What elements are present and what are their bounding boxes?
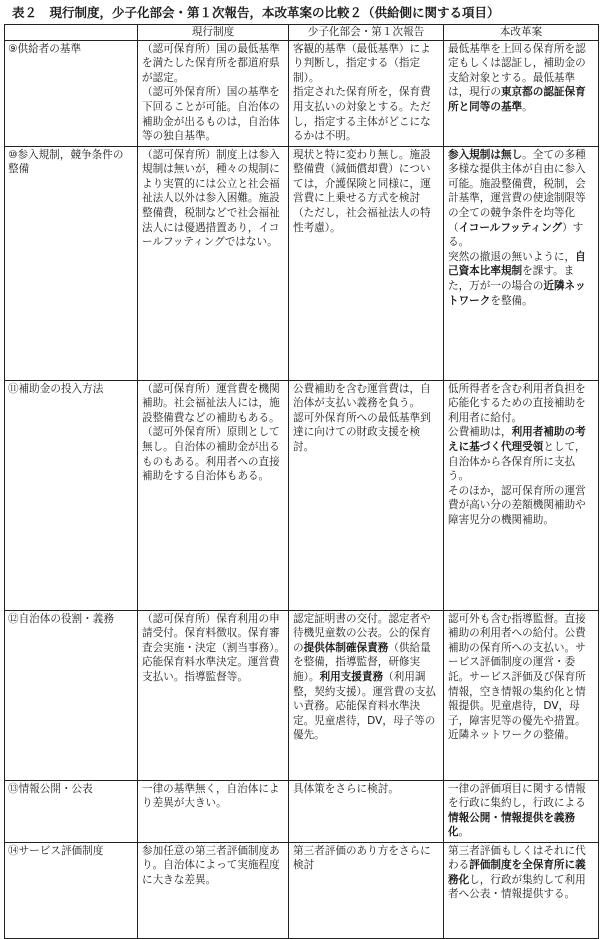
header-item: [5, 25, 138, 41]
cell-subcommittee: [289, 610, 444, 780]
cell-reform: [444, 40, 599, 146]
emphasis-text: 情報公開・情報提供を義務化: [448, 811, 576, 839]
cell-reform: [444, 380, 599, 610]
cell-current: [138, 780, 289, 842]
cell-subcommittee: [289, 380, 444, 610]
emphasis-text: 提供体制確保責務: [303, 641, 389, 654]
cell-current: [138, 40, 289, 146]
plain-text: 。: [522, 100, 533, 113]
plain-text: ）する。: [448, 221, 584, 249]
table-row: [5, 380, 599, 610]
cell-current: [138, 146, 289, 380]
emphasis-text: 利用者補助の考えに基づく代理受領: [448, 426, 586, 453]
plain-text: 低所得者を含む利用者負担を応能化するための直接補助を利用者に給付。: [448, 382, 586, 424]
header-subcommittee-report: 少子化部会・第１次報告: [289, 25, 444, 41]
row-item-label: ⑬情報公開・公表: [5, 780, 138, 842]
plain-text: 最低基準を上回る保育所を認定もしくは認証し，補助金の支給対象とする。最低基準は，現行の: [448, 42, 586, 99]
plain-text: （利用調整，契約支援）。運営費の支払い責務。応能保育料水準決定。児童虐待，DV，母子等の優先。: [293, 670, 437, 742]
cell-paragraph: [448, 425, 595, 483]
header-current-system: 現行制度: [138, 25, 289, 41]
plain-text: （供給量を整備，指導監督，研修実施）。: [293, 641, 431, 683]
cell-paragraph: [448, 250, 595, 308]
cell-paragraph: 客観的基準（最低基準）により判断し，指定する（指定制）。: [293, 42, 431, 84]
cell-paragraph: [448, 612, 595, 743]
cell-paragraph: [293, 612, 440, 743]
emphasis-text: 参入規制は無し: [448, 148, 523, 161]
emphasis-text: 東京都の認証保育所と同等の基準: [448, 86, 586, 113]
emphasis-text: 自己資本比率規制: [448, 250, 586, 278]
row-item-label: ⑫自治体の役割・義務: [5, 610, 138, 780]
cell-paragraph: [448, 42, 595, 115]
plain-text: 突然の撤退の無いように，: [448, 250, 576, 263]
cell-paragraph: （認可外保育所）原則として無し。自治体の補助金が出るものもある。利用者への直接補助をする自治体もある。: [142, 426, 280, 483]
row-item-label: ⑨供給者の基準: [5, 40, 138, 146]
plain-text: し，行政が集約して利用者へ公表・情報提供する。: [448, 873, 586, 901]
plain-text: として，自治体から各保育所に支払う。: [448, 440, 586, 483]
plain-text: を課す。また，万が一の場合の: [448, 265, 575, 292]
row-item-label: ⑪補助金の投入方法: [5, 380, 138, 610]
emphasis-text: 利用支援責務: [319, 670, 384, 683]
plain-text: 一律の評価項目に関する情報を行政に集約し，行政による: [448, 782, 586, 810]
emphasis-text: 評価制度を全保育所に義務化: [448, 859, 586, 886]
plain-text: 認可外も含む指導監督。直接補助の利用者への給付。公費補助の保育所への支払い。サービス評価制度の運営・委託。サービス評価及び保育所情報，空き情報の集約化と情報提供。児童虐待，DV，母子，障害児等の優先や措置。近隣ネットワークの整備。: [448, 612, 586, 742]
cell-paragraph: 一律の基準無く，自治体により差異が大きい。: [142, 782, 280, 810]
emphasis-text: 近隣ネットワーク: [448, 279, 586, 307]
row-item-label: ⑩参入規制，競争条件の整備: [5, 146, 138, 380]
cell-paragraph: [448, 148, 595, 250]
cell-reform: [444, 842, 599, 938]
cell-paragraph: （認可保育所）保育利用の申請受付。保育料徴収。保育審査会実施・決定（割当事務）。応能保育料水準決定。運営費支払い。指導監督等。: [142, 612, 286, 683]
cell-paragraph: 第三者評価のあり方をさらに検討: [293, 844, 431, 872]
cell-subcommittee: [289, 780, 444, 842]
plain-text: を整備。: [490, 294, 533, 307]
plain-text: 公費補助は，: [448, 426, 512, 439]
cell-subcommittee: [289, 40, 444, 146]
table-row: [5, 146, 599, 380]
table-row: [5, 40, 599, 146]
plain-text: 。: [458, 826, 470, 839]
cell-paragraph: （認可保育所）国の最低基準を満たした保育所を都道府県が認定。: [142, 42, 280, 84]
cell-paragraph: 指定された保育所を，保育費用支払いの対象とする。ただし，指定する主体がどこになるかは不明。: [293, 86, 431, 143]
table-row: [5, 610, 599, 780]
comparison-table: [4, 24, 599, 939]
cell-current: [138, 610, 289, 780]
cell-paragraph: 認可外保育所への最低基準到達に向けての財政支援を検討。: [293, 411, 431, 453]
cell-current: [138, 842, 289, 938]
header-reform-plan: 本改革案: [444, 25, 599, 41]
plain-text: 第三者評価もしくはそれに代わる: [448, 844, 586, 872]
cell-subcommittee: [289, 146, 444, 380]
cell-paragraph: （認可保育所）運営費を機関補助。社会福祉法人には，施設整備費などの補助もある。: [142, 382, 280, 424]
cell-reform: [444, 146, 599, 380]
table-body: [5, 40, 599, 938]
table-header-row: [5, 25, 599, 41]
emphasis-text: イコールフッティング: [458, 221, 563, 234]
cell-paragraph: 現状と特に変わり無し。施設整備費（減価償却費）については，介護保険と同様に，運営費に上乗せる方式を検討（ただし，社会福祉法人の特性考慮）。: [293, 148, 431, 234]
cell-paragraph: [448, 484, 595, 528]
cell-paragraph: [448, 782, 595, 840]
cell-paragraph: （認可保育所）制度上は参入規制は無いが，種々の規制により実質的には公立と社会福祉法人以外は参入困難。施設整備費，税制などで社会福祉法人には優遇措置あり，イコールフッティングではない。: [142, 148, 280, 249]
row-item-label: ⑭サービス評価制度: [5, 842, 138, 938]
cell-paragraph: 具体策をさらに検討。: [293, 782, 399, 795]
table-row: [5, 842, 599, 938]
cell-reform: [444, 610, 599, 780]
cell-paragraph: [448, 844, 595, 902]
plain-text: 。全ての多種多様な提供主体が自由に参入可能。施設整備費，税制，会計基準，運営費の使途制限等の全ての競争条件を均等化（: [448, 148, 586, 234]
plain-text: そのほか，認可保育所の運営費が高い分の差額機関補助や障害児分の機関補助。: [448, 484, 586, 526]
cell-paragraph: [448, 382, 595, 426]
cell-reform: [444, 780, 599, 842]
cell-paragraph: 公費補助を含む運営費は，自治体が支払い義務を負う。: [293, 382, 431, 410]
table-row: [5, 780, 599, 842]
cell-paragraph: 参加任意の第三者評価制度あり。自治体によって実施程度に大きな差異。: [142, 844, 280, 886]
cell-current: [138, 380, 289, 610]
table-title: 表２ 現行制度，少子化部会・第１次報告，本改革案の比較２（供給側に関する項目）: [12, 5, 500, 20]
plain-text: 認定証明書の交付。認定者や待機児童数の公表。公的保育の: [293, 612, 431, 654]
cell-subcommittee: [289, 842, 444, 938]
cell-paragraph: （認可外保育所）国の基準を下回ることが可能。自治体の補助金が出るものは，自治体等の独自基準。: [142, 86, 280, 143]
